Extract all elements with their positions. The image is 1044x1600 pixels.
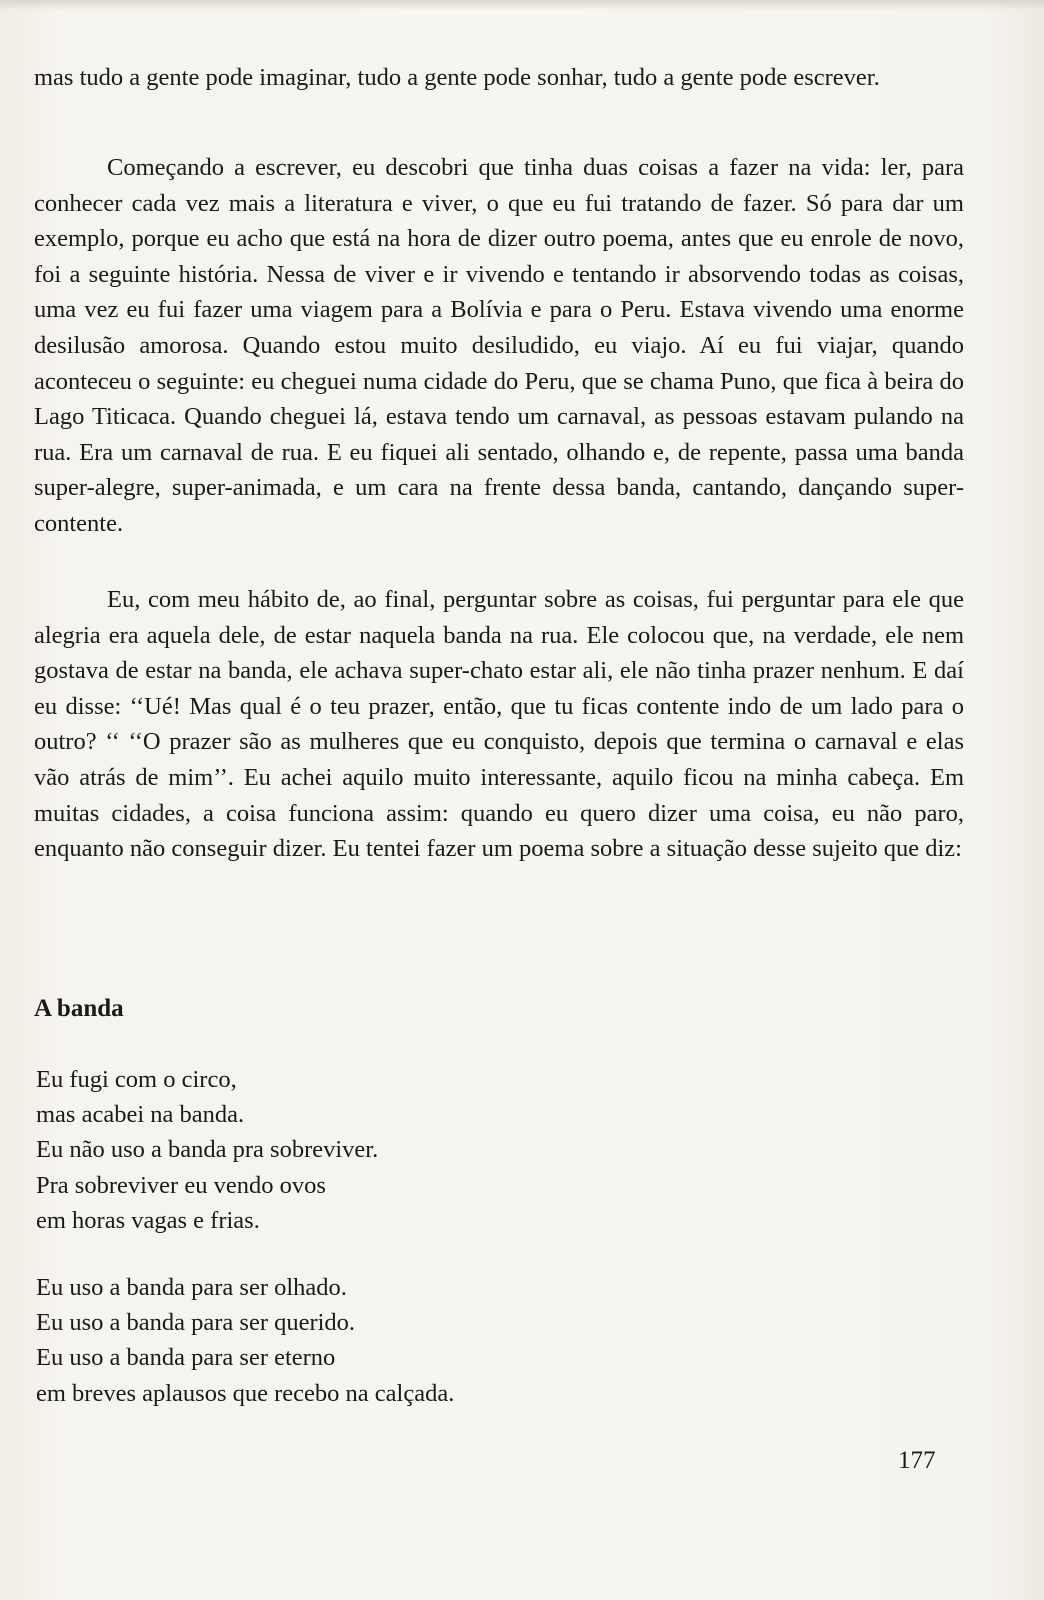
page-number: 177: [898, 1447, 936, 1474]
poem-line: mas acabei na banda.: [36, 1101, 245, 1129]
poem-line: Pra sobreviver eu vendo ovos: [36, 1171, 326, 1199]
poem-line: em horas vagas e frias.: [36, 1206, 260, 1234]
poem-title: A banda: [34, 995, 124, 1022]
poem-line: Eu fugi com o circo,: [36, 1066, 237, 1093]
paragraph-3: Eu, com meu hábito de, ao final, perguntar sobre as coisas, fui perguntar para ele que alegria era aquela dele, de estar naquela banda na rua. Ele colocou que, na verdade, ele nem gostava de estar na banda, ele achava super-chato estar ali, ele não tinha prazer nenhum. E daí eu disse: ‘‘Ué! Mas qual é o teu prazer, então, que tu ficas contente indo de um lado para o outro? ‘‘ ‘‘O prazer são as mulheres que eu conquisto, depois que termina o carnaval e elas vão atrás de mim’’. Eu achei aquilo muito interessante, aquilo ficou na minha cabeça. Em muitas cidades, a coisa funciona assim: quando eu quero dizer uma coisa, eu não paro, enquanto não conseguir dizer. Eu tentei fazer um poema sobre a situação desse sujeito que diz:: [34, 586, 964, 863]
poem-line: Eu não uso a banda pra sobreviver.: [36, 1136, 379, 1164]
bleed-through-text: [744, 940, 954, 1076]
poem-line: Eu uso a banda para ser olhado.: [36, 1274, 347, 1301]
poem-line: Eu uso a banda para ser querido.: [36, 1309, 356, 1337]
poem-line: Eu uso a banda para ser eterno: [36, 1344, 336, 1372]
poem-line: em breves aplausos que recebo na calçada.: [36, 1379, 455, 1407]
paragraph-1: mas tudo a gente pode imaginar, tudo a gente pode sonhar, tudo a gente pode escrever.: [34, 64, 880, 91]
page-top-shadow: [0, 0, 1044, 10]
poem-stanza-2: [36, 1270, 454, 1411]
poem-stanza-1: [36, 1062, 378, 1238]
paragraph-2: Começando a escrever, eu descobri que tinha duas coisas a fazer na vida: ler, para conhecer cada vez mais a literatura e viver, o que eu fui tratando de fazer. Só para dar um exemplo, porque eu acho que está na hora de dizer outro poema, antes que eu enrole de novo, foi a seguinte história. Nessa de viver e ir vivendo e tentando ir absorvendo todas as coisas, uma vez eu fui fazer uma viagem para a Bolívia e para o Peru. Estava vivendo uma enorme desilusão amorosa. Quando estou muito desiludido, eu viajo. Aí eu fui viajar, quando aconteceu o seguinte: eu cheguei numa cidade do Peru, que se chama Puno, que fica à beira do Lago Titicaca. Quando cheguei lá, estava tendo um carnaval, as pessoas estavam pulando na rua. Era um carnaval de rua. E eu fiquei ali sentado, olhando e, de repente, passa uma banda super-alegre, super-animada, e um cara na frente dessa banda, cantando, dançando super-contente.: [34, 154, 964, 537]
